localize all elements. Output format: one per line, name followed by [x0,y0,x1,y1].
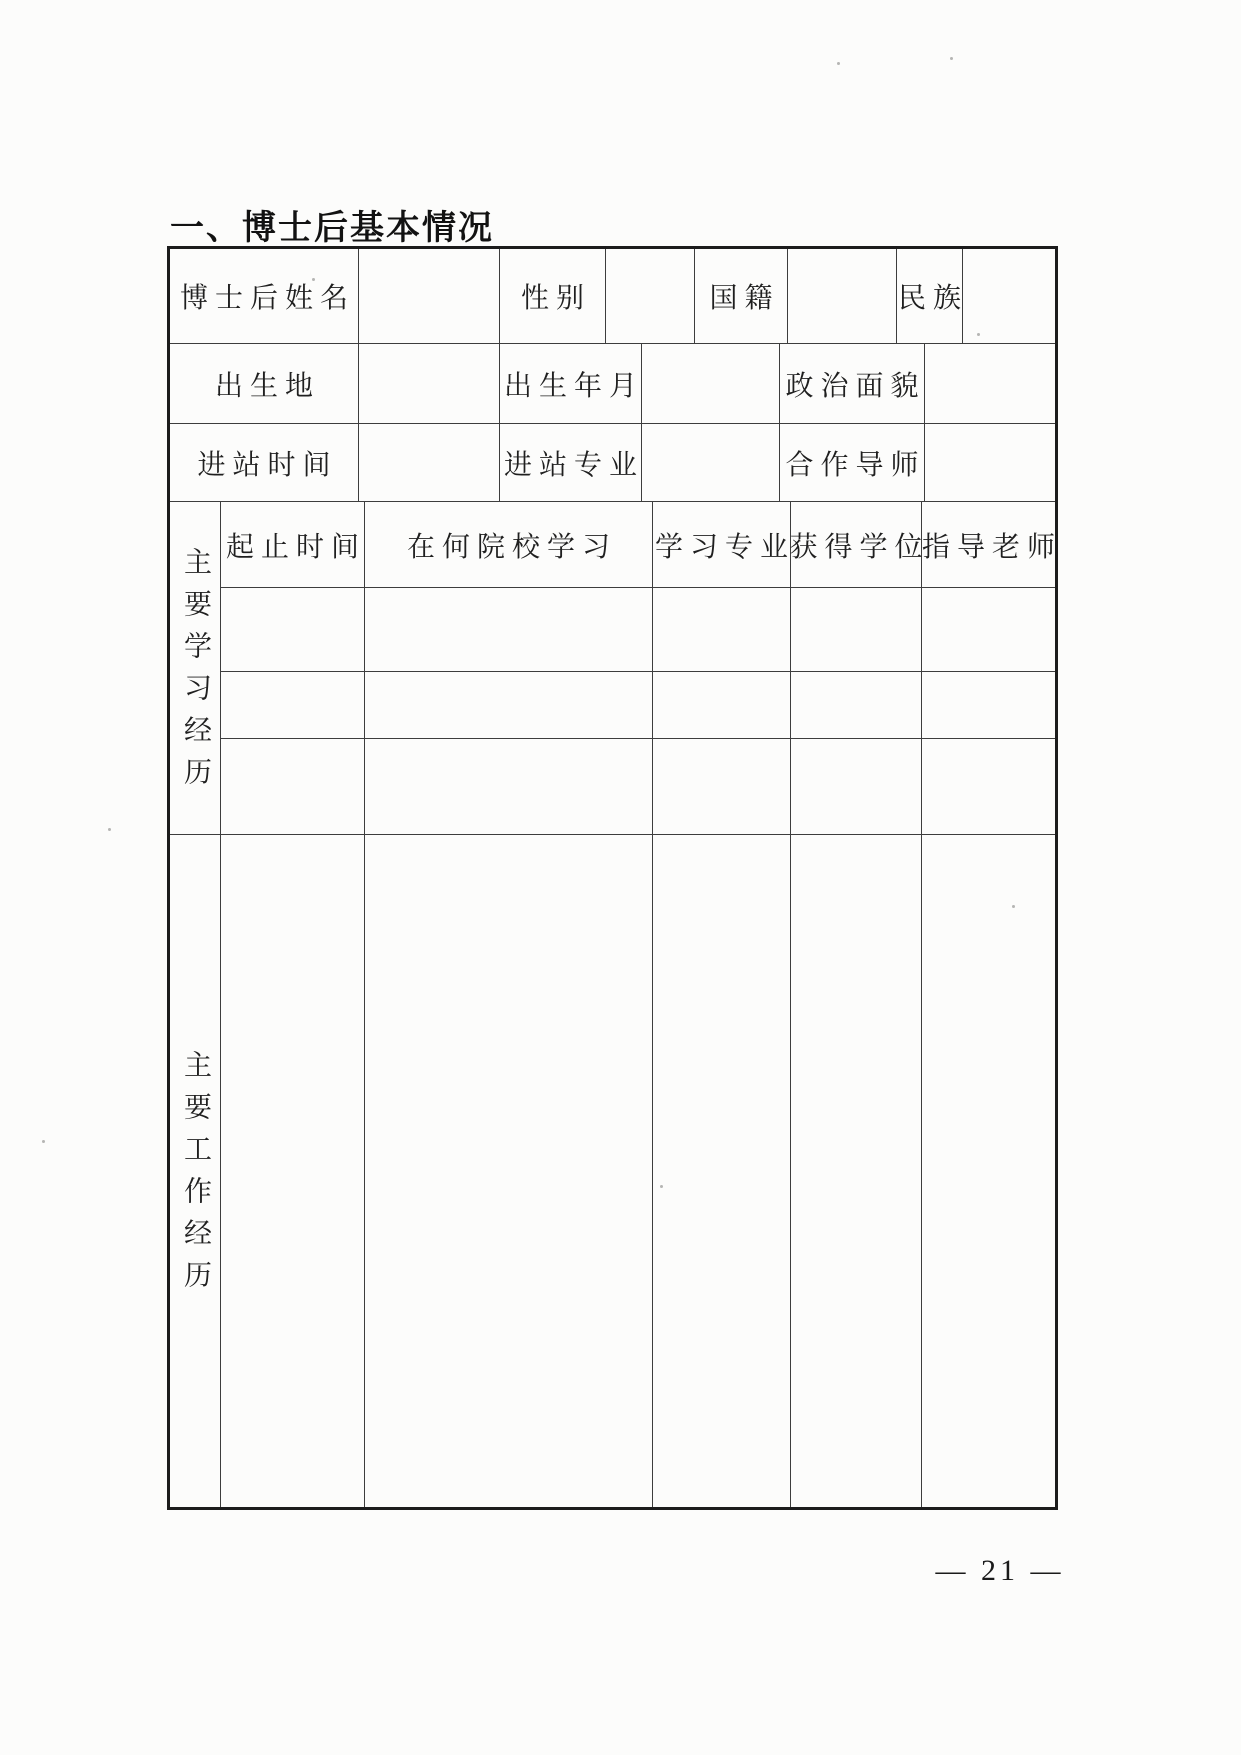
edu-row2-institution-cell [365,672,653,739]
edu-col-header-period: 起止时间 [221,502,365,588]
ethnicity-value-cell [963,249,1055,344]
scan-speck [1012,905,1015,908]
entry-major-label: 进站专业 [500,424,642,502]
postdoc-name-value-cell [359,249,500,344]
work-institution-column-cell [365,835,653,1507]
edu-col-header-supervisor: 指导老师 [922,502,1055,588]
edu-row2-supervisor-cell [922,672,1055,739]
entry-time-label: 进站时间 [170,424,359,502]
scan-speck [950,57,953,60]
birth-date-label: 出生年月 [500,344,642,424]
scan-speck [108,828,111,831]
edu-row3-institution-cell [365,739,653,835]
gender-value-cell [606,249,695,344]
co-advisor-label: 合作导师 [780,424,925,502]
nationality-value-cell [788,249,897,344]
nationality-label: 国籍 [695,249,788,344]
edu-row1-institution-cell [365,588,653,672]
section-title: 一、博士后基本情况 [170,210,494,247]
political-status-label: 政治面貌 [780,344,925,424]
work-period-column-cell [221,835,365,1507]
edu-row2-period-cell [221,672,365,739]
birth-date-value-cell [642,344,780,424]
scan-speck [837,62,840,65]
co-advisor-value-cell [925,424,1055,502]
edu-col-header-degree: 获得学位 [791,502,922,588]
scan-speck [660,1185,663,1188]
scan-speck [42,1140,45,1143]
entry-major-value-cell [642,424,780,502]
edu-row1-supervisor-cell [922,588,1055,672]
political-status-value-cell [925,344,1055,424]
edu-row1-degree-cell [791,588,922,672]
edu-row3-degree-cell [791,739,922,835]
edu-row3-period-cell [221,739,365,835]
birthplace-value-cell [359,344,500,424]
work-degree-column-cell [791,835,922,1507]
gender-label: 性别 [500,249,606,344]
postdoc-basic-info-table [167,246,1063,1510]
page-number: — 21 — [935,1554,1065,1587]
scan-speck [977,333,980,336]
entry-time-value-cell [359,424,500,502]
edu-row2-major-cell [653,672,791,739]
edu-col-header-institution: 在何院校学习 [365,502,653,588]
postdoc-name-label: 博士后姓名 [170,249,359,344]
edu-row2-degree-cell [791,672,922,739]
edu-row3-major-cell [653,739,791,835]
work-section-label: 主要工作经历 [170,835,221,1507]
education-section-label: 主要学习经历 [170,502,221,835]
ethnicity-label: 民族 [897,249,963,344]
scan-speck [312,278,315,281]
edu-row3-supervisor-cell [922,739,1055,835]
edu-row1-period-cell [221,588,365,672]
work-major-column-cell [653,835,791,1507]
edu-col-header-major: 学习专业 [653,502,791,588]
birthplace-label: 出生地 [170,344,359,424]
work-supervisor-column-cell [922,835,1055,1507]
edu-row1-major-cell [653,588,791,672]
